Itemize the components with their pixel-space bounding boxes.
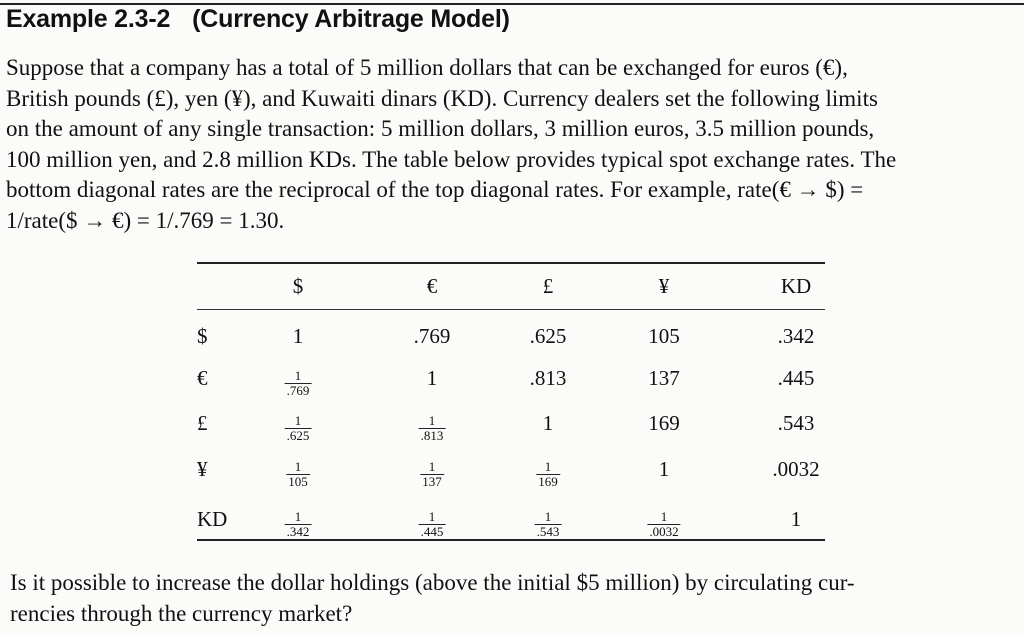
fraction-numerator: 1 <box>294 459 302 474</box>
fraction-numerator: 1 <box>428 509 436 524</box>
question-line: Is it possible to increase the dollar holdings (above the initial $5 million) by circulating cur- <box>10 570 855 595</box>
example-number: Example 2.3-2 <box>6 5 171 33</box>
rate-cell: .445 <box>777 366 815 390</box>
fraction-numerator: 1 <box>294 368 302 383</box>
fraction-denominator: .625 <box>286 428 310 443</box>
row-label: £ <box>197 411 208 435</box>
fraction-denominator: .0032 <box>649 524 679 539</box>
column-header: $ <box>292 274 304 298</box>
reciprocal-rate-cell <box>647 510 680 538</box>
fraction-denominator: 105 <box>288 474 308 489</box>
reciprocal-rate-cell <box>420 460 444 488</box>
reciprocal-rate-cell <box>535 510 562 538</box>
fraction-numerator: 1 <box>428 413 436 428</box>
fraction-denominator: .543 <box>536 524 560 539</box>
rate-cell: .0032 <box>772 457 820 481</box>
rate-cell: 1 <box>292 324 304 348</box>
paragraph-line: Suppose that a company has a total of 5 million dollars that can be exchanged for euros (€), <box>6 55 848 80</box>
example-heading <box>6 5 510 34</box>
example-title: (Currency Arbitrage Model) <box>192 5 510 33</box>
reciprocal-rate-cell <box>285 369 312 397</box>
question-text <box>10 567 1018 629</box>
rate-cell: 137 <box>648 366 680 390</box>
paragraph-line: British pounds (£), yen (¥), and Kuwaiti dinars (KD). Currency dealers set the following limits <box>6 85 878 111</box>
table-top-rule <box>197 262 825 264</box>
rate-cell: .543 <box>777 411 815 435</box>
paragraph-line: on the amount of any single transaction: 5 million dollars, 3 million euros, 3.5 million pounds, <box>6 116 875 142</box>
rate-cell: .342 <box>777 324 815 348</box>
fraction-numerator: 1 <box>294 509 302 524</box>
paragraph-line: 100 million yen, and 2.8 million KDs. The table below provides typical spot exchange rates. The <box>6 146 897 172</box>
reciprocal-rate-cell <box>285 414 312 442</box>
rate-cell: 169 <box>648 411 680 435</box>
fraction-numerator: 1 <box>428 459 436 474</box>
fraction-denominator: .769 <box>286 383 310 398</box>
fraction-numerator: 1 <box>544 509 552 524</box>
paragraph-line: 1/rate($ → €) = 1/.769 = 1.30. <box>6 207 285 233</box>
column-header: £ <box>542 274 554 298</box>
rate-cell: .769 <box>413 324 451 348</box>
rate-cell: 1 <box>790 507 802 531</box>
paragraph-line: bottom diagonal rates are the reciprocal of the top diagonal rates. For example, rate(€ → $) = <box>6 177 864 203</box>
rate-cell: .625 <box>529 324 567 348</box>
rate-cell: 105 <box>648 324 680 348</box>
problem-paragraph <box>6 53 1018 237</box>
row-label: ¥ <box>197 457 208 481</box>
rate-cell: 1 <box>658 457 670 481</box>
row-label: KD <box>197 507 228 531</box>
rate-cell: 1 <box>542 411 554 435</box>
column-header: € <box>426 274 438 298</box>
question-line: rencies through the currency market? <box>10 601 353 626</box>
fraction-denominator: .445 <box>420 524 444 539</box>
fraction-denominator: 137 <box>422 474 442 489</box>
column-header: KD <box>780 274 812 298</box>
fraction-denominator: 169 <box>538 474 558 489</box>
column-header: ¥ <box>658 274 670 298</box>
fraction-numerator: 1 <box>294 413 302 428</box>
fraction-numerator: 1 <box>544 459 552 474</box>
reciprocal-rate-cell <box>286 460 310 488</box>
fraction-denominator: .813 <box>420 428 444 443</box>
row-label: € <box>197 366 208 390</box>
fraction-denominator: .342 <box>286 524 310 539</box>
row-label: $ <box>197 324 208 348</box>
table-header-rule <box>197 309 825 310</box>
reciprocal-rate-cell <box>419 414 446 442</box>
reciprocal-rate-cell <box>285 510 312 538</box>
rate-cell: 1 <box>426 366 438 390</box>
reciprocal-rate-cell <box>419 510 446 538</box>
table-bottom-rule <box>197 539 825 541</box>
rate-cell: .813 <box>529 366 567 390</box>
fraction-numerator: 1 <box>660 509 668 524</box>
reciprocal-rate-cell <box>536 460 560 488</box>
